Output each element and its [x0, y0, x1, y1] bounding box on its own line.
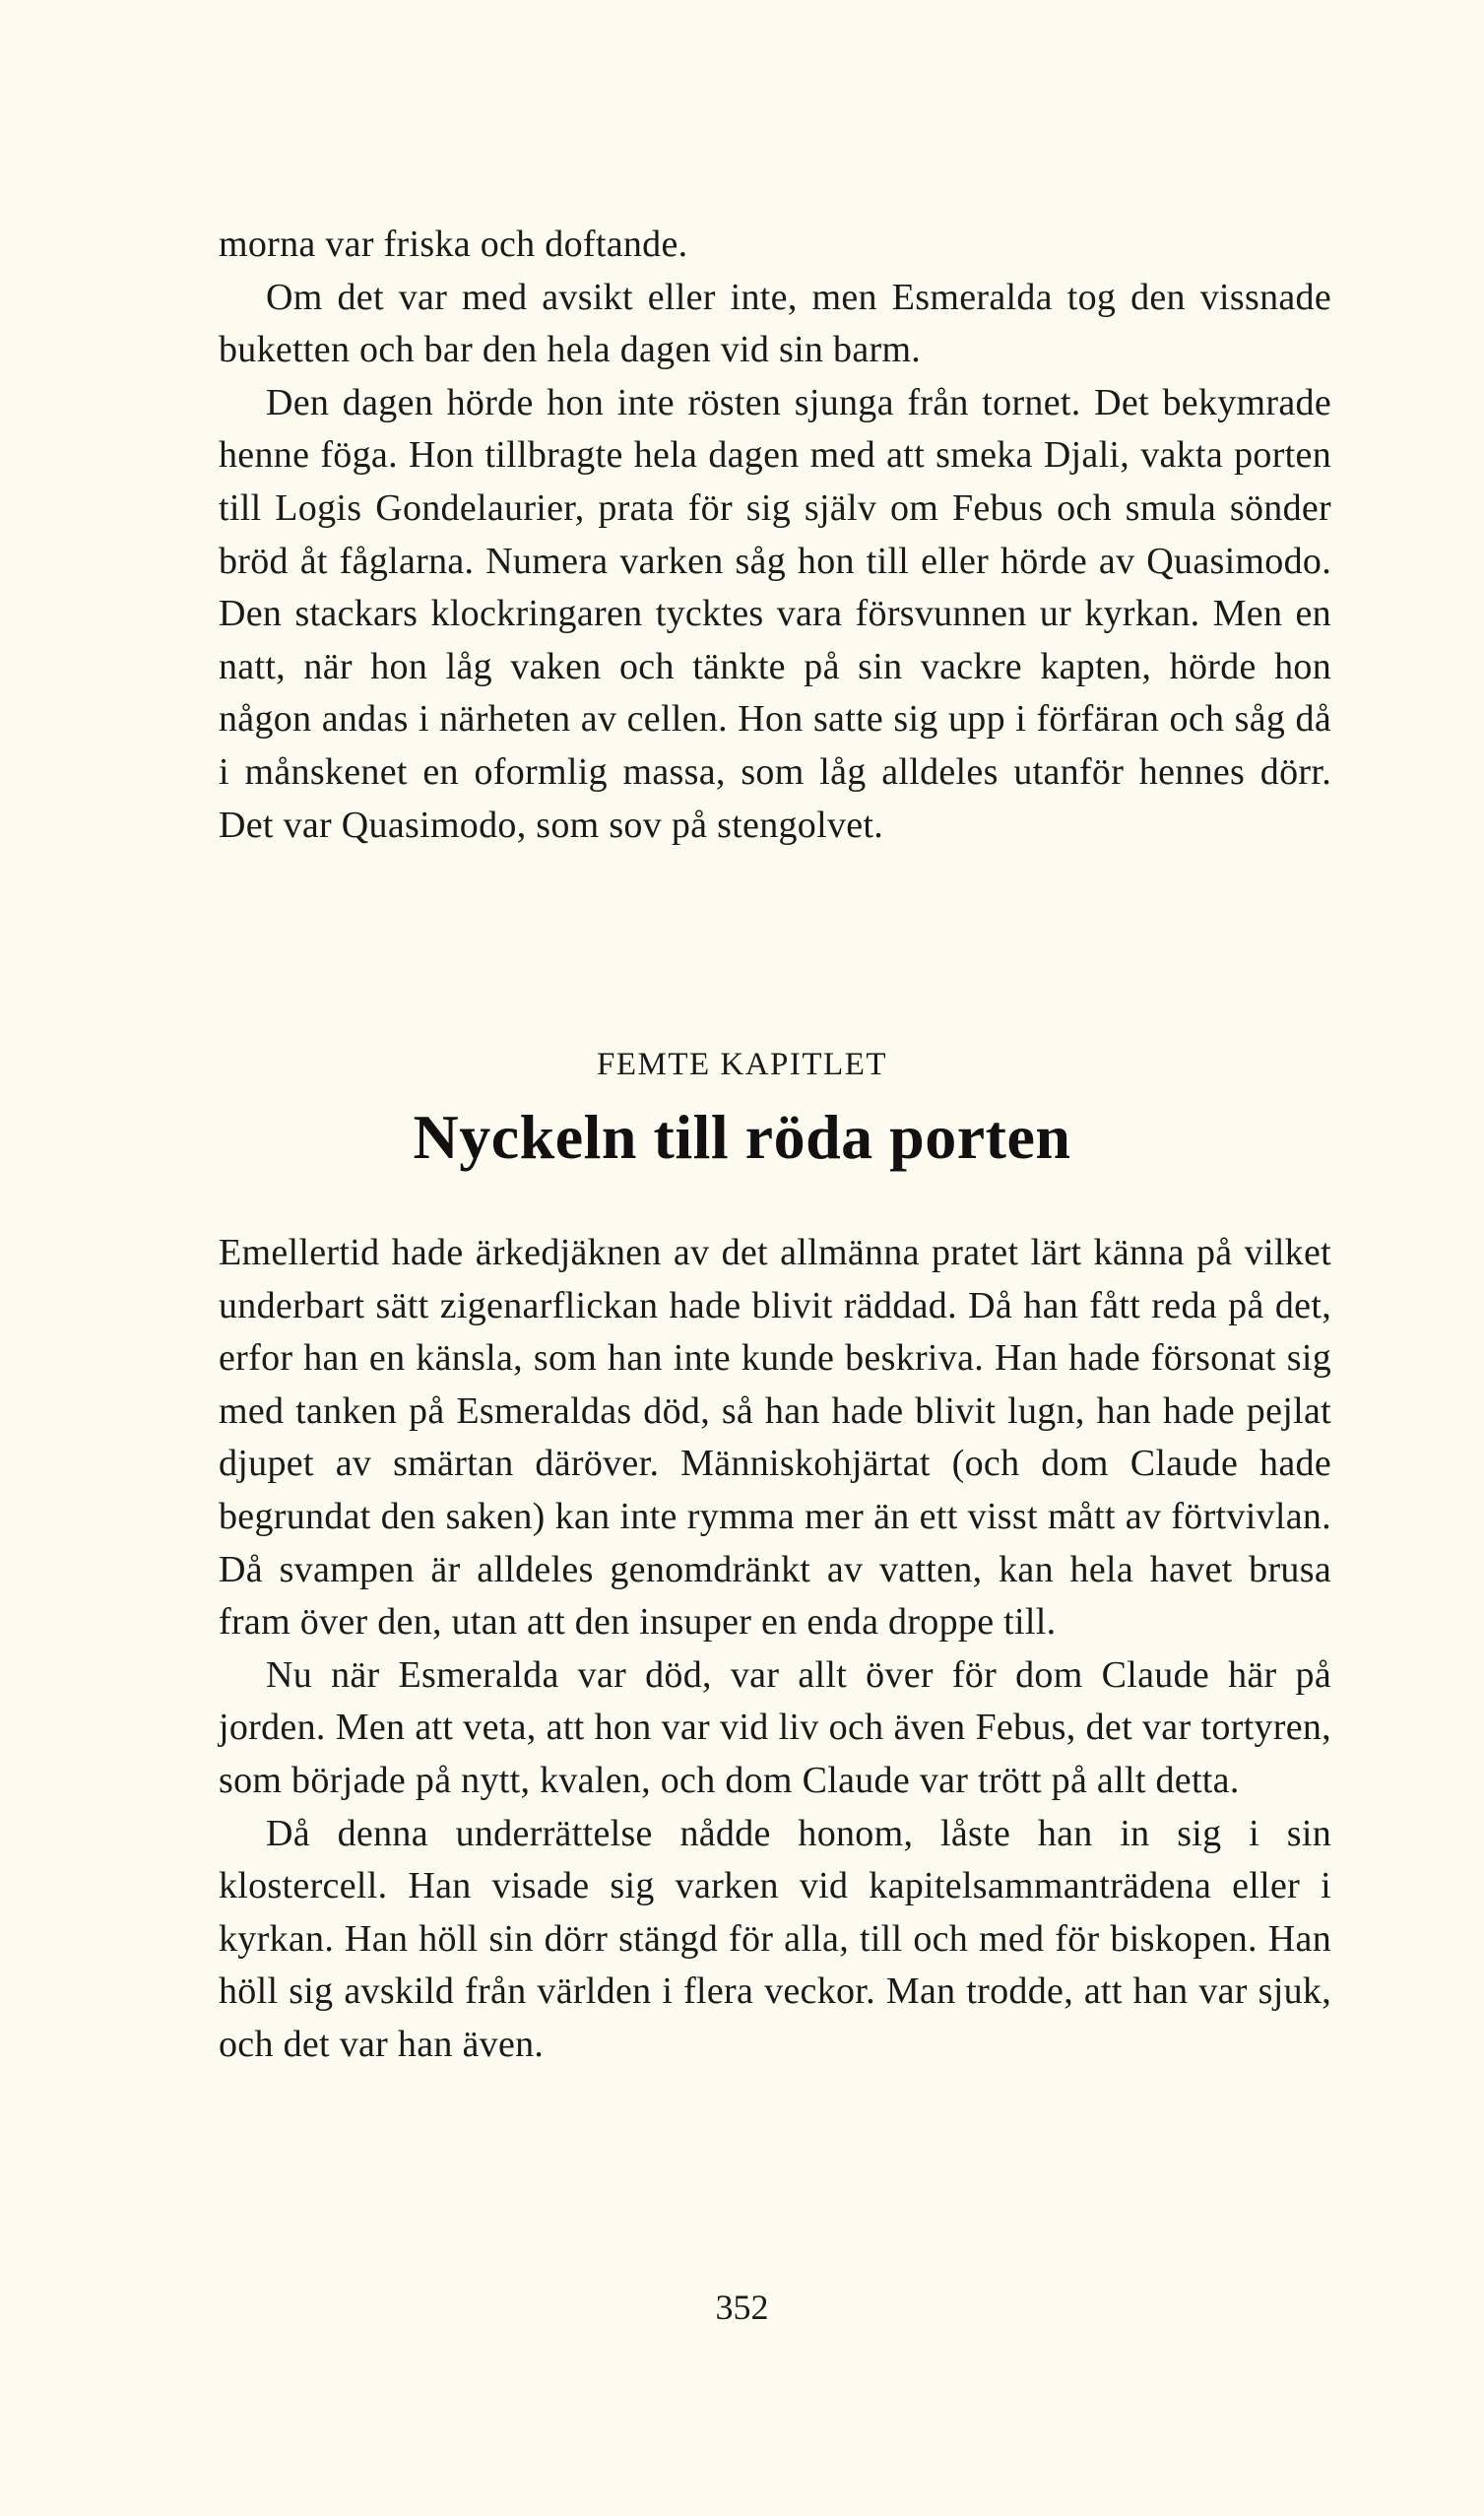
bottom-text-block: [219, 1227, 1331, 2072]
top-text-block: [219, 219, 1331, 852]
page-number: 352: [715, 2288, 769, 2327]
paragraph: Då denna underrättelse nådde honom, låste han in sig i sin klostercell. Han visade sig varken vid kapitelsammanträdena eller i kyrkan. Han höll sin dörr stängd för alla, till och med för biskopen. Han höll sig avskild från världen i flera veckor. Man trodde, att han var sjuk, och det var han även.: [219, 1812, 1331, 2065]
chapter-title: Nyckeln till röda porten: [413, 1102, 1071, 1172]
chapter-label: FEMTE KAPITLET: [596, 1047, 888, 1082]
paragraph: Om det var med avsikt eller inte, men Esmeralda tog den vissnade buketten och bar den hela dagen vid sin barm.: [219, 276, 1331, 371]
paragraph-opening: Emellertid hade ärkedjäknen av det allmänna pratet lärt känna på vilket underbart sätt zigenarflickan hade blivit räddad. Då han fått reda på det, erfor han en känsla, som han inte kunde beskriva. Han hade försonat sig med tanken på Esmeraldas död, så han hade blivit lugn, han hade pejlat djupet av smärtan däröver. Människohjärtat (och dom Claude hade begrundat den saken) kan inte rymma mer än ett visst mått av förtvivlan. Då svampen är alldeles genomdränkt av vatten, kan hela havet brusa fram över den, utan att den insuper en enda droppe till.: [219, 1232, 1331, 1644]
paragraph-continuation: morna var friska och doftande.: [219, 224, 688, 265]
paragraph: Nu när Esmeralda var död, var allt över för dom Claude här på jorden. Men att veta, att hon var vid liv och även Febus, det var tortyren, som började på nytt, kvalen, och dom Claude var trött på allt detta.: [219, 1653, 1331, 1801]
paragraph: Den dagen hörde hon inte rösten sjunga från tornet. Det bekymrade henne föga. Hon tillbragte hela dagen med att smeka Djali, vakta porten till Logis Gondelaurier, prata för sig själv om Febus och smula sönder bröd åt fåglarna. Numera varken såg hon till eller hörde av Quasimodo. Den stackars klockringaren tycktes vara försvunnen ur kyrkan. Men en natt, när hon låg vaken och tänkte på sin vackre kapten, hörde hon någon andas i närheten av cellen. Hon satte sig upp i förfäran och såg då i månskenet en oformlig massa, som låg alldeles utanför hennes dörr. Det var Quasimodo, som sov på stengolvet.: [219, 381, 1331, 846]
